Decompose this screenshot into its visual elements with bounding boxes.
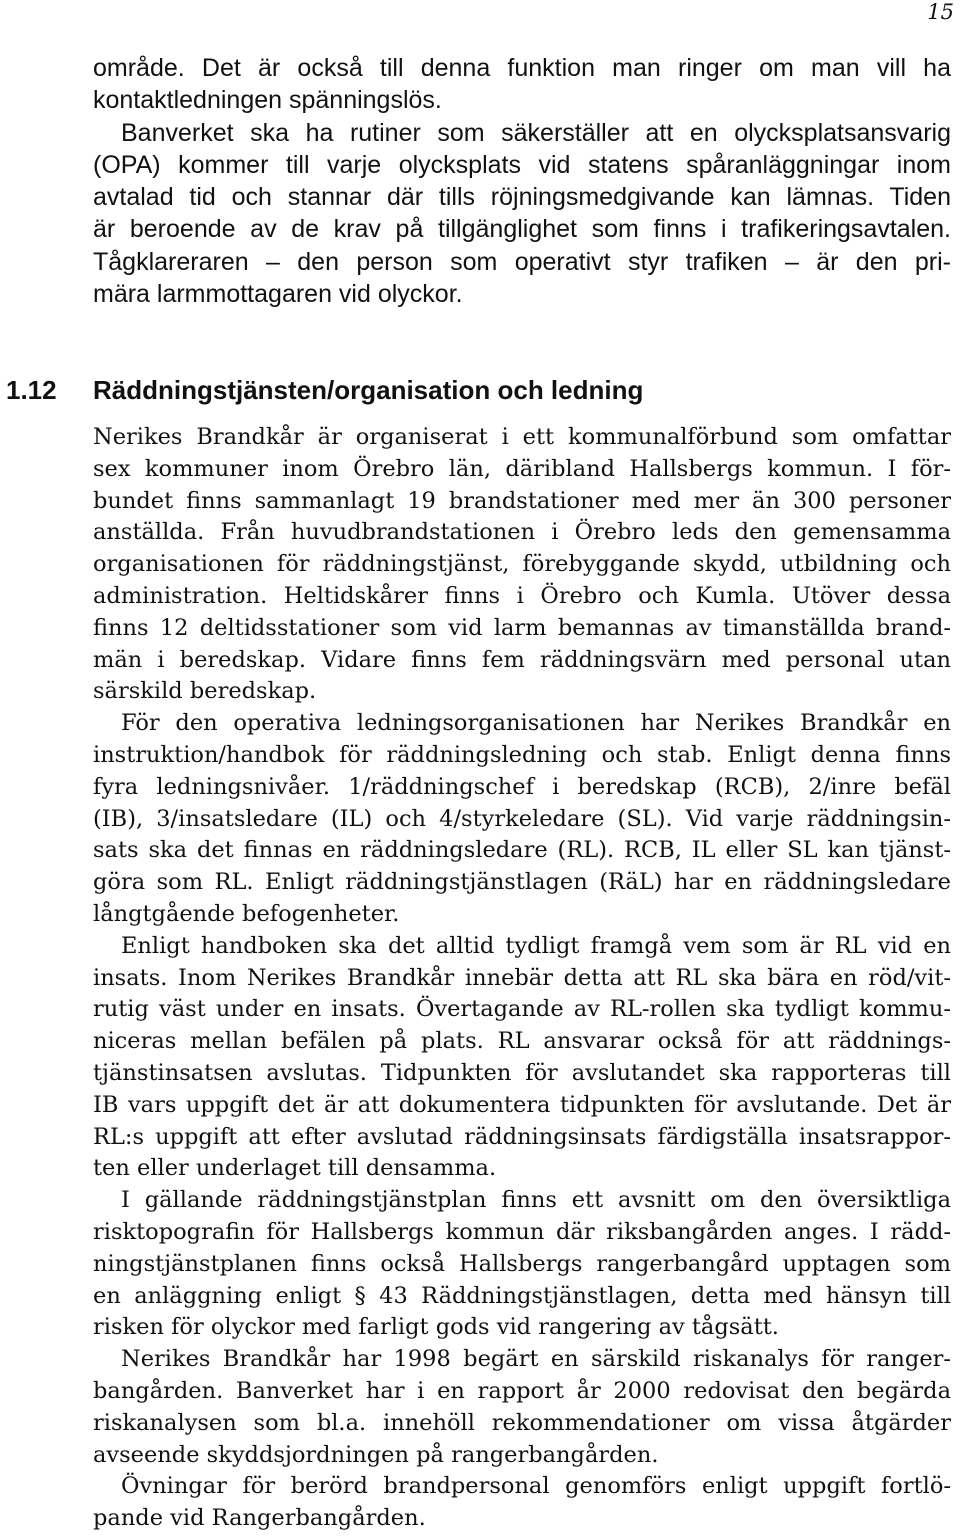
- text-line: mära larmmottagaren vid olyckor.: [93, 280, 463, 309]
- text-line: riskanalysen som bl.a. innehöll rekommendationer om vissa åtgärder: [93, 1409, 951, 1436]
- text-line: För den operativa ledningsorganisationen har Nerikes Brandkår en: [121, 710, 951, 737]
- text-line: Övningar för berörd brandpersonal genomförs enligt uppgift fortlö-: [121, 1473, 951, 1500]
- text-line: RL:s uppgift att efter avslutad räddningsinsats färdigställa insatsrappor-: [93, 1123, 951, 1150]
- text-line: Tågklareraren – den person som operativt styr trafiken – är den pri-: [93, 247, 951, 276]
- text-line: är beroende av de krav på tillgänglighet som finns i trafikeringsavtalen.: [93, 215, 951, 244]
- text-line: IB vars uppgift det är att dokumentera tidpunkten för avslutande. Det är: [93, 1091, 951, 1118]
- text-line: Enligt handboken ska det alltid tydligt framgå vem som är RL vid en: [121, 932, 951, 959]
- page-number: 15: [927, 0, 954, 24]
- text-line: bangården. Banverket har i en rapport år 2000 redovisat den begärda: [93, 1377, 951, 1404]
- text-line: instruktion/handbok för räddningsledning och stab. Enligt denna finns: [93, 741, 951, 768]
- section-title: Räddningstjänsten/organisation och ledning: [93, 375, 644, 405]
- text-line: avseende skyddsjordningen på rangerbangården.: [93, 1441, 659, 1468]
- text-line: I gällande räddningstjänstplan finns ett avsnitt om den översiktliga: [121, 1187, 951, 1214]
- text-line: administration. Heltidskårer finns i Örebro och Kumla. Utöver dessa: [93, 582, 951, 609]
- text-line: män i beredskap. Vidare finns fem räddningsvärn med personal utan: [93, 646, 951, 673]
- text-line: Banverket ska ha rutiner som säkerställer att en olycksplatsansvarig: [121, 118, 951, 147]
- text-line: pande vid Rangerbangården.: [93, 1505, 426, 1532]
- text-line: långtgående befogenheter.: [93, 900, 400, 927]
- text-line: finns 12 deltidsstationer som vid larm bemannas av timanställda brand-: [93, 614, 951, 641]
- text-line: en anläggning enligt § 43 Räddningstjänstlagen, detta med hänsyn till: [93, 1282, 951, 1309]
- text-line: niceras mellan befälen på plats. RL ansvarar också för att räddnings-: [93, 1028, 951, 1055]
- text-line: sex kommuner inom Örebro län, däribland Hallsbergs kommun. I för-: [93, 455, 951, 482]
- section-body: [93, 422, 951, 1535]
- text-line: risktopografin för Hallsbergs kommun där riksbangården anges. I rädd-: [93, 1218, 951, 1245]
- text-line: avtalad tid och stannar där tills röjningsmedgivande kan lämnas. Tiden: [93, 183, 951, 212]
- text-line: ten eller underlaget till densamma.: [93, 1155, 497, 1182]
- text-line: (IB), 3/insatsledare (IL) och 4/styrkeledare (SL). Vid varje räddningsin-: [93, 805, 951, 832]
- text-line: Nerikes Brandkår är organiserat i ett kommunalförbund som omfattar: [93, 424, 951, 450]
- section-heading: [6, 374, 643, 406]
- text-line: område. Det är också till denna funktion man ringer om man vill ha: [93, 54, 951, 82]
- section-number: 1.12: [6, 375, 57, 405]
- text-line: risken för olyckor med farligt gods vid rangering av tågsätt.: [93, 1314, 779, 1341]
- text-line: ningstjänstplanen finns också Hallsbergs rangerbangård upptagen som: [93, 1250, 951, 1277]
- text-line: tjänstinsatsen avslutas. Tidpunkten för avslutandet ska rapporteras till: [93, 1059, 951, 1086]
- text-line: rutig väst under en insats. Övertagande av RL-rollen ska tydligt kommu-: [93, 996, 951, 1023]
- text-line: Nerikes Brandkår har 1998 begärt en särskild riskanalys för ranger-: [121, 1346, 951, 1373]
- intro-paragraphs: [93, 52, 951, 310]
- text-line: anställda. Från huvudbrandstationen i Örebro leds den gemensamma: [93, 519, 951, 546]
- text-line: bundet finns sammanlagt 19 brandstationer med mer än 300 personer: [93, 487, 951, 514]
- text-line: (OPA) kommer till varje olycksplats vid statens spåranläggningar inom: [93, 150, 951, 179]
- text-line: sats ska det finnas en räddningsledare (RL). RCB, IL eller SL kan tjänst-: [93, 837, 951, 864]
- text-line: särskild beredskap.: [93, 678, 317, 705]
- text-line: kontaktledningen spänningslös.: [93, 86, 442, 115]
- text-line: göra som RL. Enligt räddningstjänstlagen (RäL) har en räddningsledare: [93, 869, 951, 896]
- text-line: insats. Inom Nerikes Brandkår innebär detta att RL ska bära en röd/vit-: [93, 964, 951, 991]
- text-line: organisationen för räddningstjänst, förebyggande skydd, utbildning och: [93, 551, 951, 578]
- text-line: fyra ledningsnivåer. 1/räddningschef i beredskap (RCB), 2/inre befäl: [93, 773, 951, 800]
